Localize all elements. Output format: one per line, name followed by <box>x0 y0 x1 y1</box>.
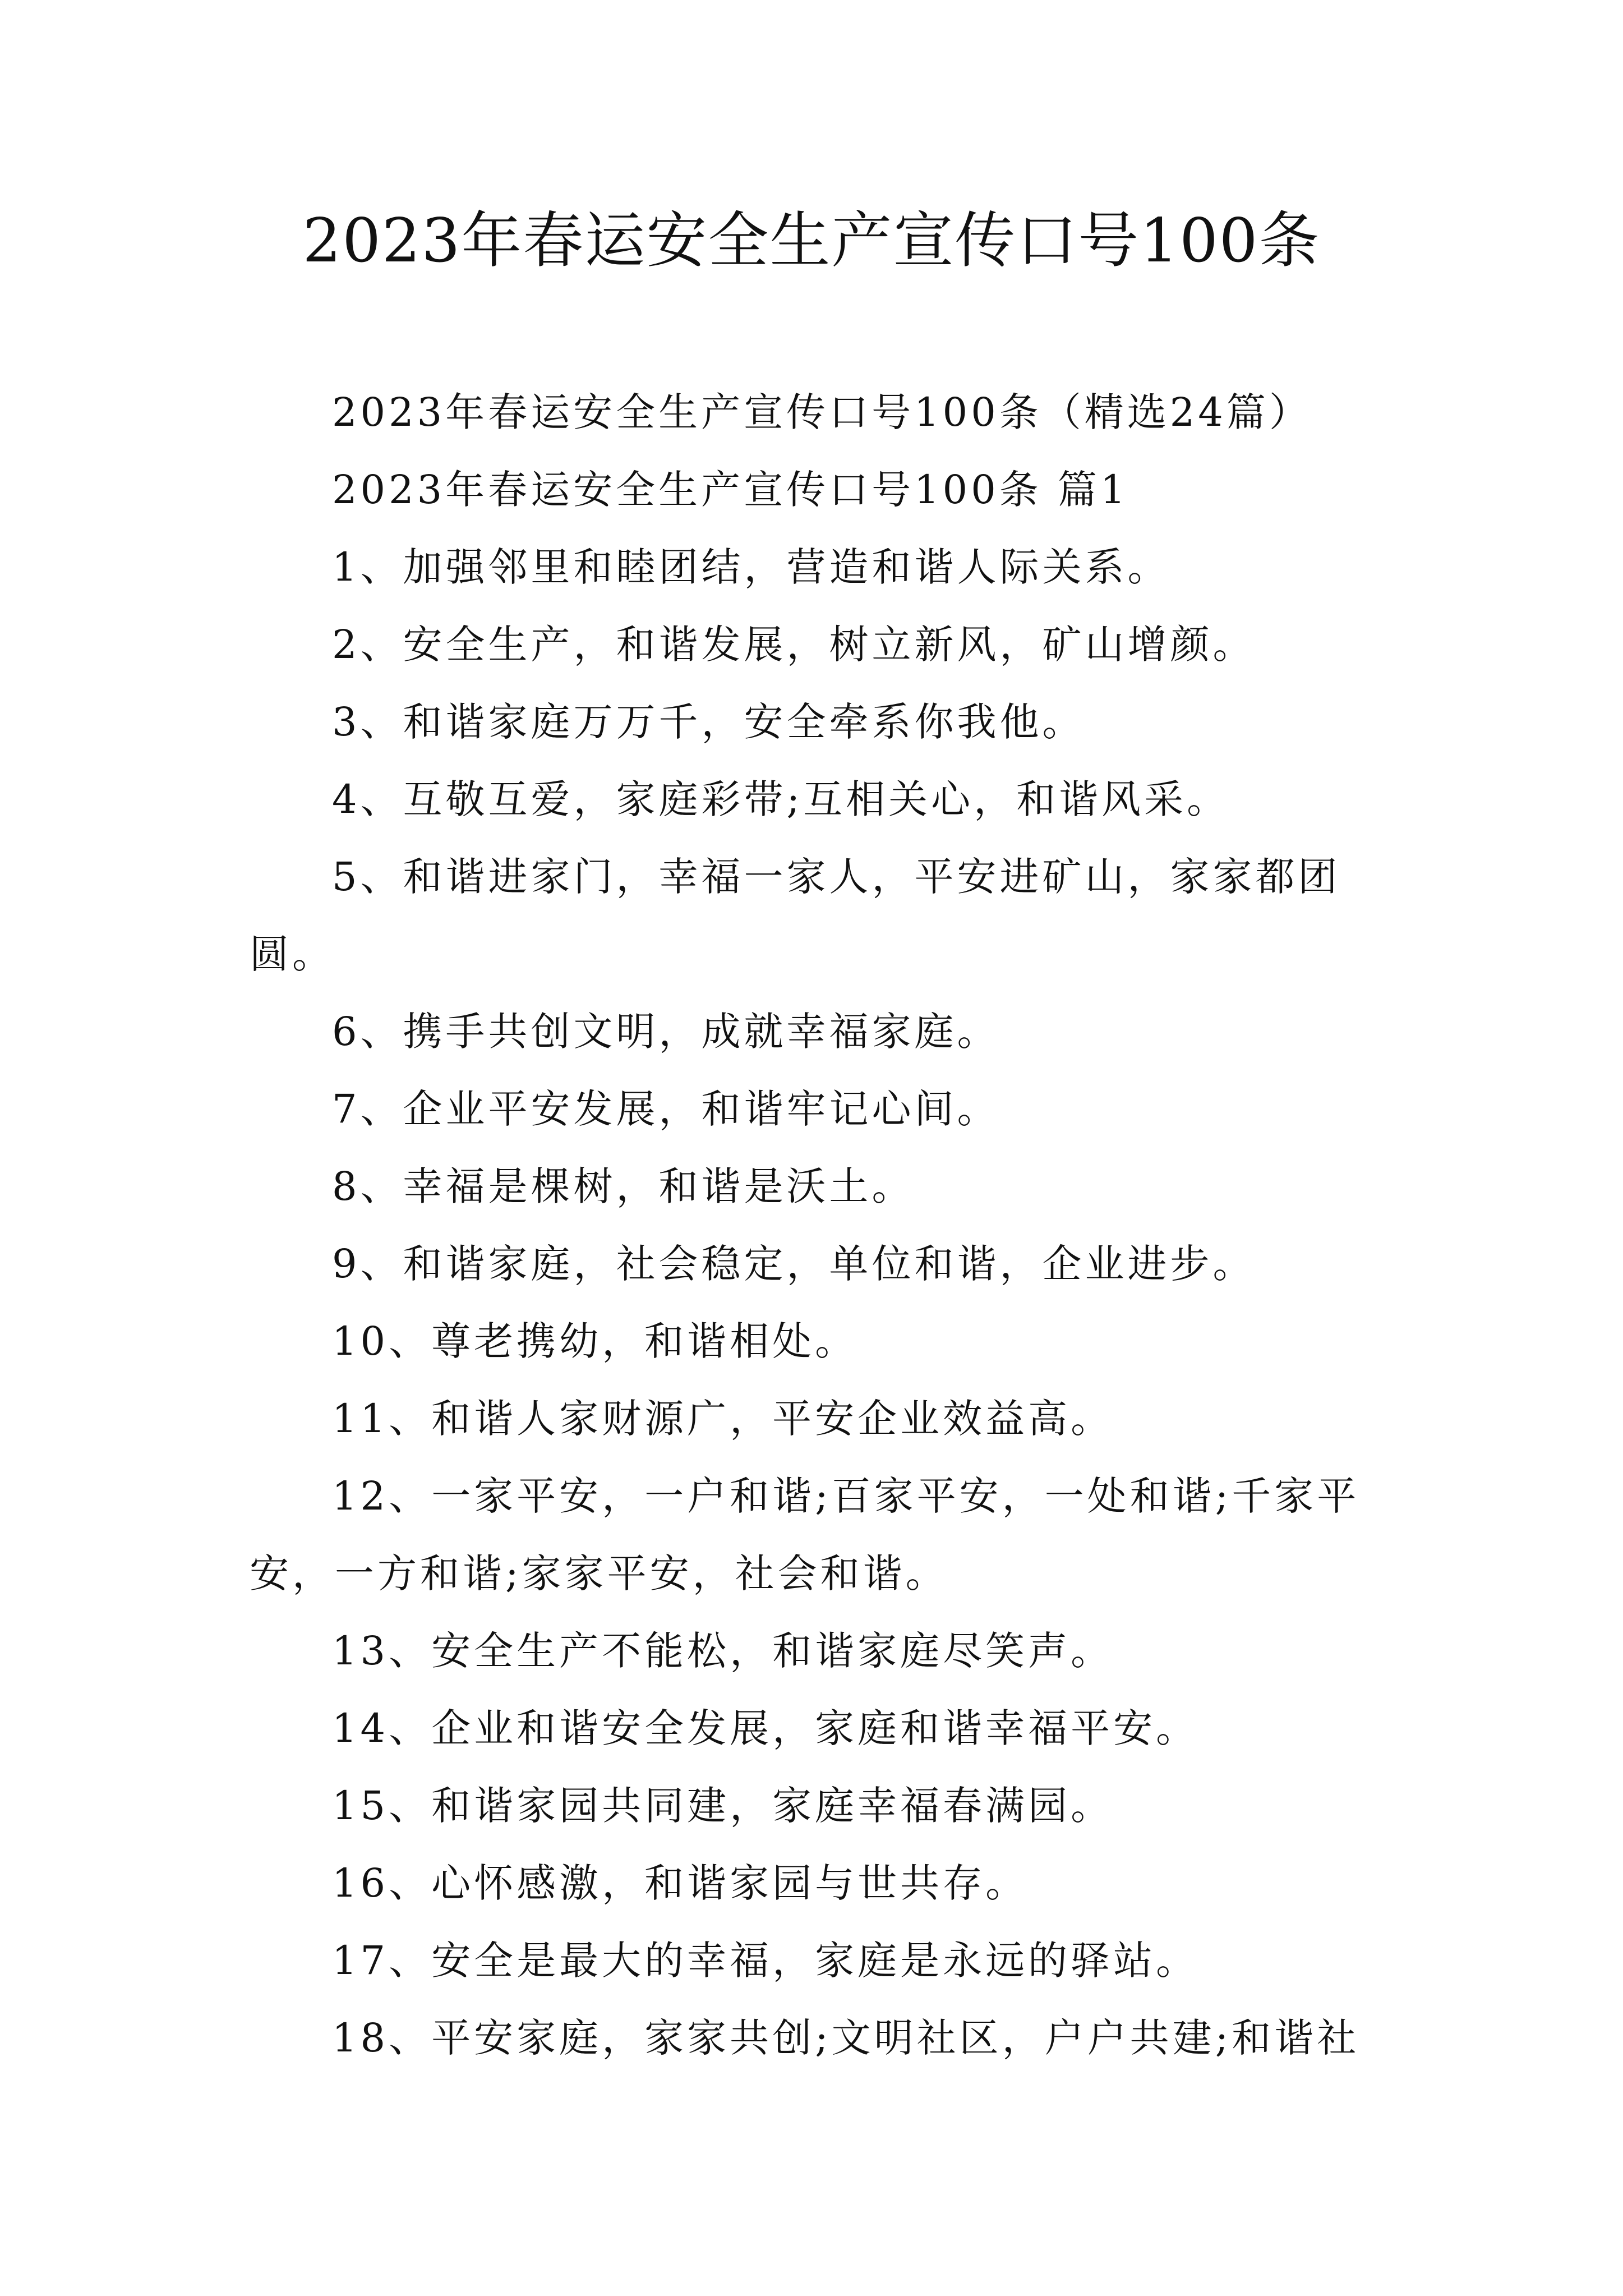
document-body <box>250 374 1391 2077</box>
slogan-item: 11、和谐人家财源广，平安企业效益高。 <box>332 1396 1114 1442</box>
slogan-item: 8、幸福是棵树，和谐是沃土。 <box>332 1163 915 1209</box>
slogan-item: 10、尊老携幼，和谐相处。 <box>332 1318 858 1364</box>
slogan-item: 1、加强邻里和睦团结，营造和谐人际关系。 <box>332 544 1170 590</box>
paragraph-subtitle: 2023年春运安全生产宣传口号100条（精选24篇） <box>332 389 1312 435</box>
slogan-item: 3、和谐家庭万万千，安全牵系你我他。 <box>332 699 1085 745</box>
slogan-item: 2、安全生产，和谐发展，树立新风，矿山增颜。 <box>332 622 1256 668</box>
document-title: 2023年春运安全生产宣传口号100条 <box>302 206 1321 276</box>
paragraph-section-heading: 2023年春运安全生产宣传口号100条 篇1 <box>332 467 1129 513</box>
slogan-item: 7、企业平安发展，和谐牢记心间。 <box>332 1086 1000 1132</box>
slogan-item: 17、安全是最大的幸福，家庭是永远的驿站。 <box>332 1938 1199 1984</box>
slogan-item: 12、一家平安，一户和谐;百家平安，一处和谐;千家平安，一方和谐;家家平安，社会和谐。 <box>250 1473 1360 1596</box>
slogan-item: 5、和谐进家门，幸福一家人，平安进矿山，家家都团圆。 <box>250 854 1341 977</box>
slogan-item: 16、心怀感激，和谐家园与世共存。 <box>332 1860 1029 1906</box>
slogan-item: 13、安全生产不能松，和谐家庭尽笑声。 <box>332 1628 1114 1674</box>
slogan-item: 6、携手共创文明，成就幸福家庭。 <box>332 1009 1000 1055</box>
slogan-item: 4、互敬互爱，家庭彩带;互相关心，和谐风采。 <box>332 776 1230 822</box>
slogan-item: 18、平安家庭，家家共创;文明社区，户户共建;和谐社 <box>332 2015 1360 2061</box>
slogan-item: 14、企业和谐安全发展，家庭和谐幸福平安。 <box>332 1705 1199 1751</box>
slogan-item: 9、和谐家庭，社会稳定，单位和谐，企业进步。 <box>332 1241 1256 1287</box>
slogan-item: 15、和谐家园共同建，家庭幸福春满园。 <box>332 1783 1114 1829</box>
